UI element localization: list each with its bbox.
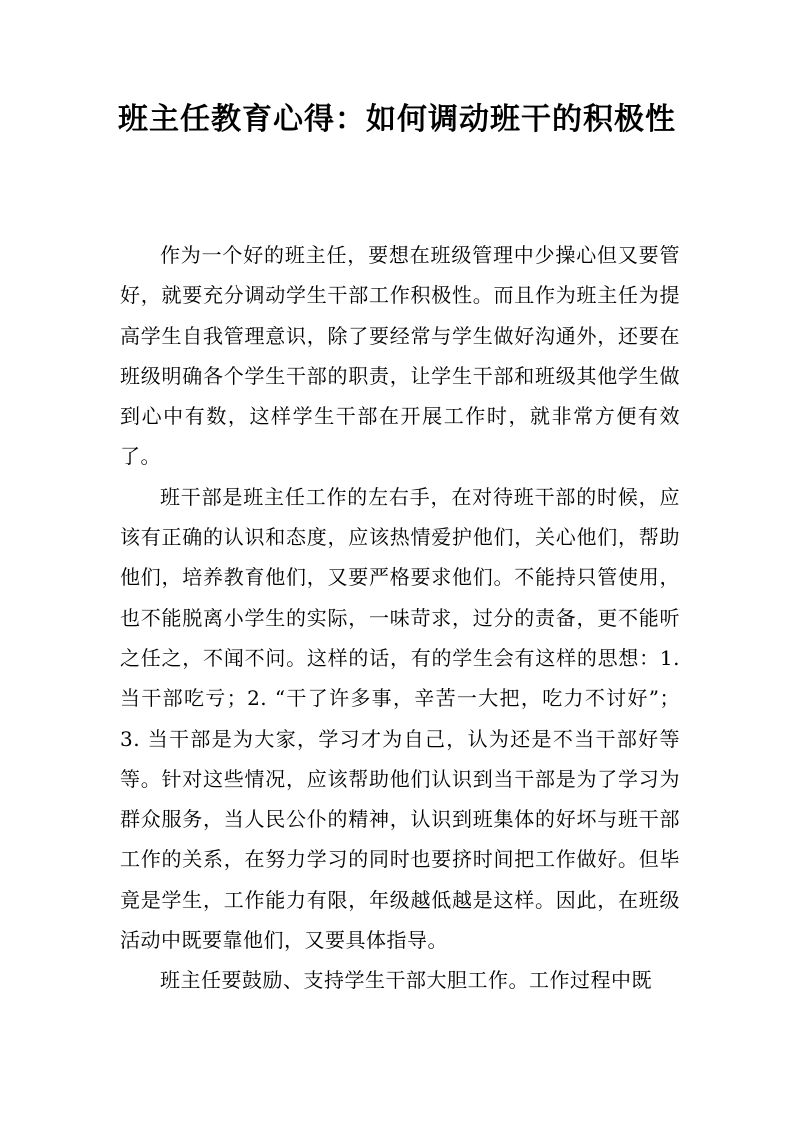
paragraph-3: 班主任要鼓励、支持学生干部大胆工作。工作过程中既 xyxy=(160,968,652,993)
document-body xyxy=(120,235,680,1001)
paragraph-2: 班干部是班主任工作的左右手，在对待班干部的时候，应该有正确的认识和态度，应该热情爱护他们，关心他们，帮助他们，培养教育他们，又要严格要求他们。不能持只管使用，也不能脱离小学生的实际，一味苛求，过分的责备，更不能听之任之，不闻不问。这样的话，有的学生会有这样的思想：1. 当干部吃亏；2. “干了许多事，辛苦一大把，吃力不讨好”；3. 当干部是为大家，学习才为自己，认为还是不当干部好等等。针对这些情况，应该帮助他们认识到当干部是为了学习为群众服务，当人民公仆的精神，认识到班集体的好坏与班干部工作的关系，在努力学习的同时也要挤时间把工作做好。但毕竟是学生，工作能力有限，年级越低越是这样。因此，在班级活动中既要靠他们，又要具体指导。 xyxy=(120,484,680,953)
paragraph-1: 作为一个好的班主任，要想在班级管理中少操心但又要管好，就要充分调动学生干部工作积极性。而且作为班主任为提高学生自我管理意识，除了要经常与学生做好沟通外，还要在班级明确各个学生干部的职责，让学生干部和班级其他学生做到心中有数，这样学生干部在开展工作时，就非常方便有效了。 xyxy=(120,243,680,469)
document-title: 班主任教育心得：如何调动班干的积极性 xyxy=(118,102,676,137)
